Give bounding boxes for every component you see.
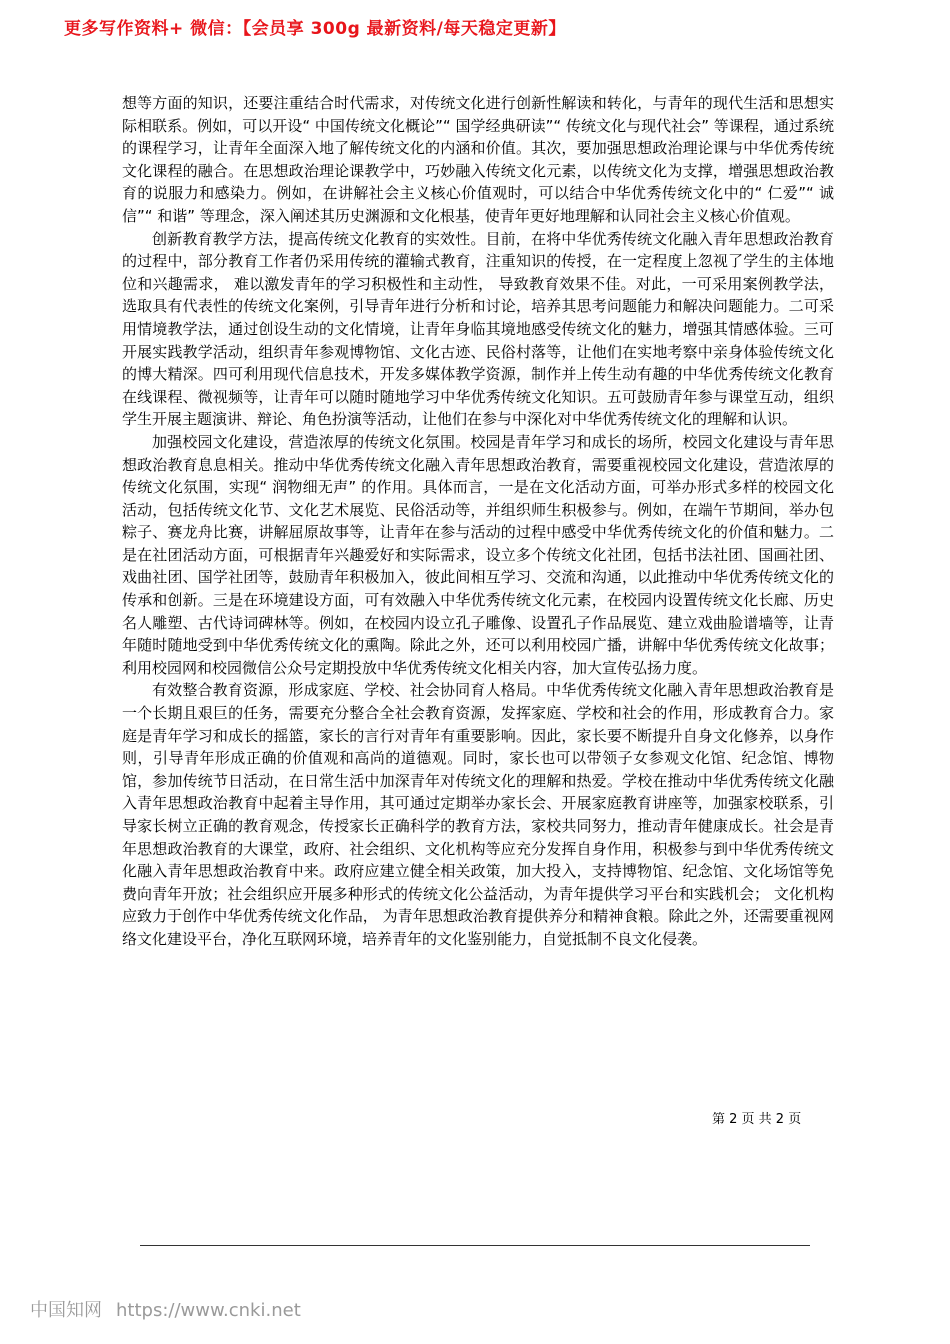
source-watermark [30,1296,301,1322]
watermark-name: 中国知网 [30,1300,102,1321]
body-paragraph: 创新教育教学方法，提高传统文化教育的实效性。目前，在将中华优秀传统文化融入青年思想政治教育的过程中，部分教育工作者仍采用传统的灌输式教育，注重知识的传授，在一定程度上忽视了学生的主体地位和兴趣需求， 难以激发青年的学习积极性和主动性， 导致教育效果不佳。对此，一可采用案例教学法，选取具有代表性的传统文化案例，引导青年进行分析和讨论，培养其思考问题能力和解决问题能力。二可采用情境教学法，通过创设生动的文化情境，让青年身临其境地感受传统文化的魅力，增强其情感体验。三可开展实践教学活动，组织青年参观博物馆、文化古迹、民俗村落等，让他们在实地考察中亲身体验传统文化的博大精深。四可利用现代信息技术，开发多媒体教学资源，制作并上传生动有趣的中华优秀传统文化教育在线课程、微视频等，让青年可以随时随地学习中华优秀传统文化知识。五可鼓励青年参与课堂互动，组织学生开展主题演讲、辩论、角色扮演等活动，让他们在参与中深化对中华优秀传统文化的理解和认识。 [122,229,834,429]
body-paragraph-continued: 想等方面的知识，还要注重结合时代需求，对传统文化进行创新性解读和转化，与青年的现代生活和思想实际相联系。例如，可以开设“ 中国传统文化概论”“ 国学经典研读”“ 传统文化与现代社会” 等课程，通过系统的课程学习，让青年全面深入地了解传统文化的内涵和价值。其次，要加强思想政治理论课与中华优秀传统文化课程的融合。在思想政治理论课教学中，巧妙融入传统文化元素，以传统文化为支撑，增强思想政治教育的说服力和感染力。例如，在讲解社会主义核心价值观时，可以结合中华优秀传统文化中的“ 仁爱”“ 诚信”“ 和谐” 等理念，深入阐述其历史渊源和文化根基，使青年更好地理解和认同社会主义核心价值观。 [122,94,834,225]
body-paragraph: 有效整合教育资源，形成家庭、学校、社会协同育人格局。中华优秀传统文化融入青年思想政治教育是一个长期且艰巨的任务，需要充分整合全社会教育资源，发挥家庭、学校和社会的作用，形成教育合力。家庭是青年学习和成长的摇篮，家长的言行对青年有重要影响。因此，家长要不断提升自身文化修养，以身作则，引导青年形成正确的价值观和高尚的道德观。同时，家长也可以带领子女参观文化馆、纪念馆、博物馆，参加传统节日活动，在日常生活中加深青年对传统文化的理解和热爱。学校在推动中华优秀传统文化融入青年思想政治教育中起着主导作用，其可通过定期举办家长会、开展家庭教育讲座等，加强家校联系，引导家长树立正确的教育观念，传授家长正确科学的教育方法，家校共同努力，推动青年健康成长。社会是青年思想政治教育的大课堂，政府、社会组织、文化机构等应充分发挥自身作用，积极参与到中华优秀传统文化融入青年思想政治教育中来。政府应建立健全相关政策，加大投入，支持博物馆、纪念馆、文化场馆等免费向青年开放；社会组织应开展多种形式的传统文化公益活动，为青年提供学习平台和实践机会； 文化机构应致力于创作中华优秀传统文化作品， 为青年思想政治教育提供养分和精神食粮。除此之外，还需要重视网络文化建设平台，净化互联网环境，培养青年的文化鉴别能力，自觉抵制不良文化侵袭。 [122,681,834,948]
footer-divider [140,1245,810,1246]
promo-banner: 更多写作资料+ 微信：【会员享 300g 最新资料/每天稳定更新】 [64,19,566,39]
document-body [122,92,834,951]
body-paragraph: 加强校园文化建设，营造浓厚的传统文化氛围。校园是青年学习和成长的场所，校园文化建设与青年思想政治教育息息相关。推动中华优秀传统文化融入青年思想政治教育，需要重视校园文化建设，营造浓厚的传统文化氛围，实现“ 润物细无声” 的作用。具体而言，一是在文化活动方面，可举办形式多样的校园文化活动，包括传统文化节、文化艺术展览、民俗活动等，并组织师生积极参与。例如，在端午节期间，举办包粽子、赛龙舟比赛，讲解屈原故事等，让青年在参与活动的过程中感受中华优秀传统文化的价值和魅力。二是在社团活动方面，可根据青年兴趣爱好和实际需求，设立多个传统文化社团，包括书法社团、国画社团、戏曲社团、国学社团等，鼓励青年积极加入，彼此间相互学习、交流和沟通，以此推动中华优秀传统文化的传承和创新。三是在环境建设方面，可有效融入中华优秀传统文化元素，在校园内设置传统文化长廊、历史名人雕塑、古代诗词碑林等。例如，在校园内设立孔子雕像、设置孔子作品展览、建立戏曲脸谱墙等，让青年随时随地受到中华优秀传统文化的熏陶。除此之外，还可以利用校园广播，讲解中华优秀传统文化故事；利用校园网和校园微信公众号定期投放中华优秀传统文化相关内容，加大宣传弘扬力度。 [122,432,834,677]
page-number: 第 2 页 共 2 页 [712,1112,802,1127]
watermark-url: https://www.cnki.net [116,1300,301,1321]
